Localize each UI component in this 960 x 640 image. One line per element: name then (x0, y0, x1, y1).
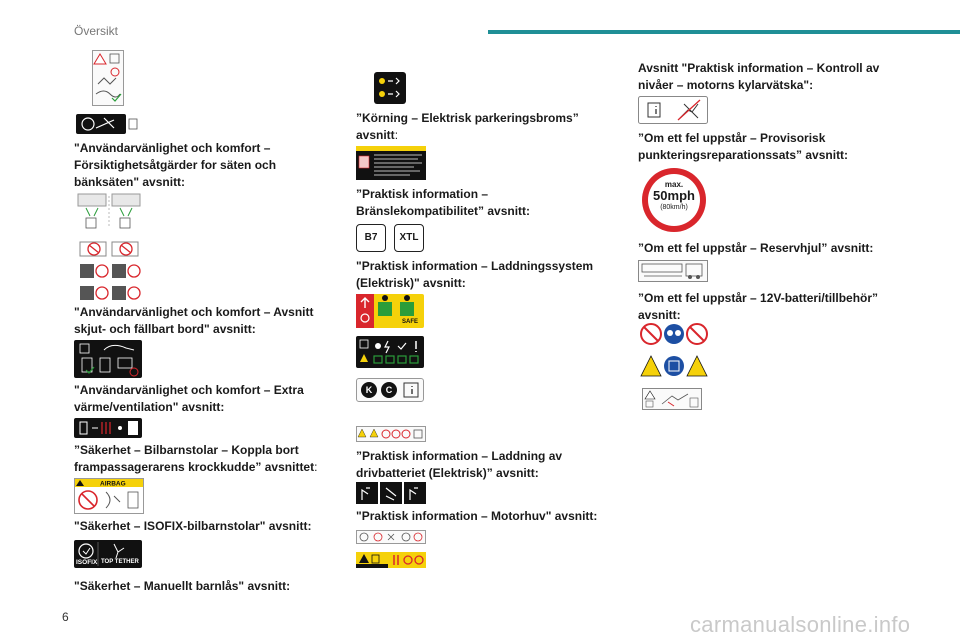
battery-warning-icons (640, 354, 708, 378)
seat-warning-label (92, 50, 124, 106)
section-parking-brake-text: ”Körning – Elektrisk parkeringsbroms” avsnitt (356, 111, 579, 142)
fuel-xtl-badge: XTL (394, 224, 424, 252)
key-c-icon: C (381, 382, 397, 398)
parking-brake-label (374, 72, 406, 104)
seat-prohibition-row-2 (78, 262, 142, 280)
section-bonnet: "Praktisk information – Motorhuv" avsnitt: (356, 509, 598, 523)
section-puncture-kit: ”Om ett fel uppstår – Provisorisk punkteringsreparationssats” avsnitt: (638, 131, 849, 162)
section-extra-heating: "Användarvänlighet och komfort – Extra värme/ventilation" avsnitt: (74, 383, 304, 414)
charging-safe-label (356, 294, 424, 328)
spare-wheel-label (638, 260, 708, 282)
fuel-b7-badge: B7 (356, 224, 386, 252)
isofix-text: ISOFIX (76, 559, 98, 566)
key-k-icon: K (361, 382, 377, 398)
battery-prohibition-icons (640, 322, 708, 346)
airbag-label-text: AIRBAG (100, 480, 126, 488)
coolant-label (638, 96, 708, 124)
battery-instruction-label (642, 388, 702, 410)
bonnet-label (356, 530, 426, 544)
bonnet-stop-start-label (356, 552, 426, 568)
section-sliding-table: "Användarvänlighet och komfort – Avsnitt skjut- och fällbart bord" avsnitt: (74, 305, 314, 336)
seat-prohibition-row-3 (78, 284, 142, 302)
section-charging-battery: ”Praktisk information – Laddning av drivbatteriet (Elektrisk)” avsnitt: (356, 449, 563, 480)
section-charging-system: "Praktisk information – Laddningssystem (Elektrisk)" avsnitt: (356, 259, 594, 290)
charging-indicators-label (356, 336, 424, 368)
speed-kmh-text: (80km/h) (660, 204, 688, 211)
section-isofix: "Säkerhet – ISOFIX-bilbarnstolar" avsnitt: (74, 519, 312, 533)
extra-heating-label (74, 418, 142, 438)
section-child-lock: "Säkerhet – Manuellt barnlås" avsnitt: (74, 579, 291, 593)
charging-battery-label (356, 482, 426, 504)
header-title: Översikt (74, 24, 119, 38)
airbag-warning-label (76, 114, 138, 134)
speed-mph-text: 50mph (653, 188, 695, 203)
header-accent-bar (488, 30, 960, 34)
manual-book-icon (403, 382, 419, 398)
key-card-label (356, 378, 424, 402)
section-battery-12v: ”Om ett fel uppstår – 12V-batteri/tillbehör” avsnitt: (638, 291, 879, 322)
section-seats-precautions: "Användarvänlighet och komfort – Försiktighetsåtgärder for säten och bänksäten" avsnitt: (74, 141, 277, 189)
page-number: 6 (62, 610, 69, 624)
section-parking-brake: ”Körning – Elektrisk parkeringsbroms” avsnitt: (356, 111, 579, 142)
seat-prohibition-row-1 (78, 238, 142, 258)
section-coolant: Avsnitt "Praktisk information – Kontroll av nivåer – motorns kylarvätska": (638, 61, 880, 92)
section-spare-wheel: ”Om ett fel uppstår – Reservhjul” avsnitt: (638, 241, 874, 255)
top-tether-text: TOP TETHER (101, 559, 139, 565)
charging-pictogram-strip (356, 426, 426, 442)
seat-folding-diagram (76, 192, 142, 230)
speed-max-text: max. (664, 180, 684, 189)
watermark: carmanualsonline.info (690, 612, 911, 637)
section-airbag-text: ”Säkerhet – Bilbarnstolar – Koppla bort frampassagerarens krockkudde” avsnittet (74, 443, 315, 474)
safe-text: SAFE (402, 319, 419, 325)
isofix-label (74, 540, 142, 568)
speed-limit-sign (642, 168, 706, 232)
section-fuel: ”Praktisk information – Bränslekompatibilitet” avsnitt: (356, 187, 531, 218)
sliding-table-label (74, 340, 142, 378)
airbag-deactivation-label (74, 478, 144, 514)
fuel-warning-label (356, 146, 426, 180)
section-airbag: ”Säkerhet – Bilbarnstolar – Koppla bort frampassagerarens krockkudde” avsnittet: (74, 443, 318, 474)
